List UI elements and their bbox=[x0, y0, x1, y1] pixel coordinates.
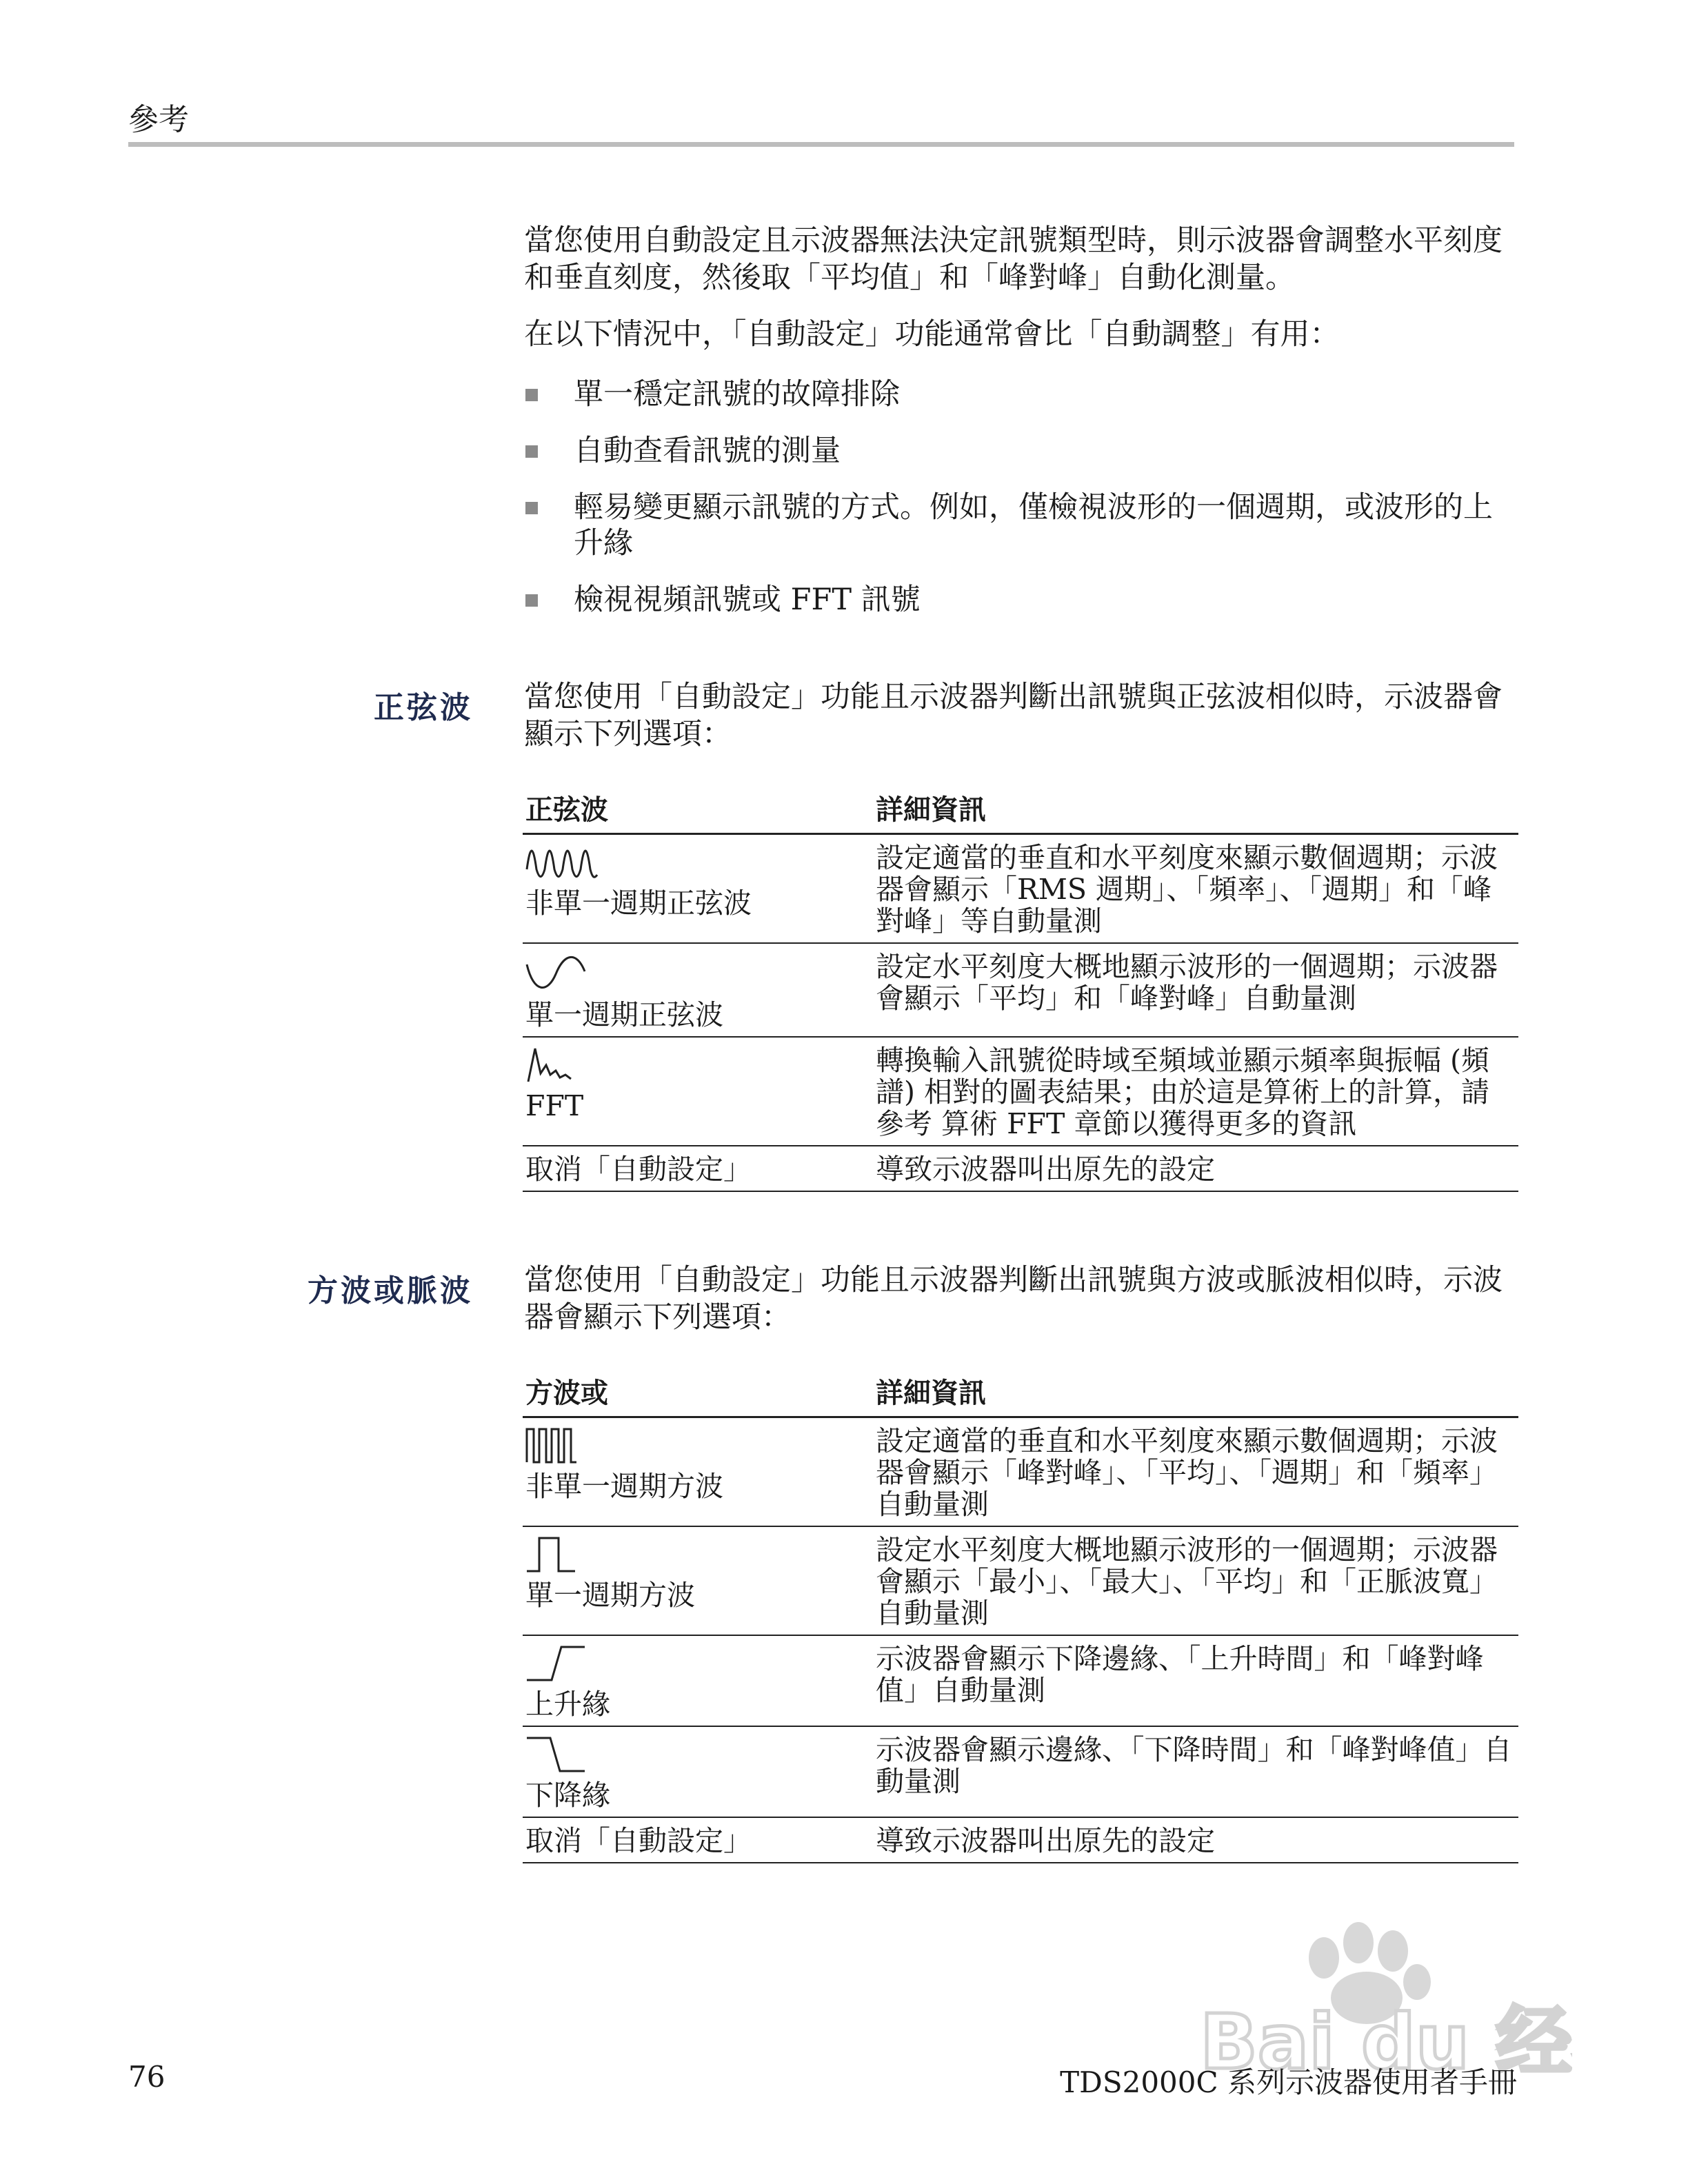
table-header-row bbox=[523, 794, 1518, 834]
option-detail: 設定水平刻度大概地顯示波形的一個週期；示波器會顯示「平均」和「峰對峰」自動量測 bbox=[873, 943, 1518, 1037]
table-row bbox=[523, 943, 1518, 1037]
option-detail: 設定適當的垂直和水平刻度來顯示數個週期；示波器會顯示「峰對峰」、「平均」、「週期」和「頻率」自動量測 bbox=[873, 1417, 1518, 1527]
option-label: FFT bbox=[525, 1089, 584, 1122]
multi-cycle-sine-icon bbox=[525, 842, 870, 882]
option-label: 上升緣 bbox=[525, 1688, 610, 1721]
fft-spectrum-icon bbox=[525, 1044, 870, 1084]
option-cell bbox=[523, 1526, 873, 1635]
option-detail: 設定水平刻度大概地顯示波形的一個週期；示波器會顯示「最小」、「最大」、「平均」和「正脈波寬」自動量測 bbox=[873, 1526, 1518, 1635]
option-detail: 示波器會顯示下降邊緣、「上升時間」和「峰對峰值」自動量測 bbox=[873, 1635, 1518, 1726]
option-cell bbox=[523, 1726, 873, 1817]
option-label: 下降緣 bbox=[525, 1779, 610, 1812]
table-row bbox=[523, 1817, 1518, 1863]
bullet-item: 檢視視頻訊號或 FFT 訊號 bbox=[524, 582, 1517, 618]
bullet-item: 單一穩定訊號的故障排除 bbox=[524, 376, 1517, 412]
option-label: 非單一週期方波 bbox=[525, 1470, 723, 1503]
page-header-label: 參考 bbox=[128, 102, 189, 137]
option-cell bbox=[523, 1037, 873, 1146]
rising-edge-icon bbox=[525, 1643, 870, 1683]
option-detail: 設定適當的垂直和水平刻度來顯示數個週期；示波器會顯示「RMS 週期」、「頻率」、「週期」和「峰對峰」等自動量測 bbox=[873, 834, 1518, 944]
table-row bbox=[523, 1146, 1518, 1191]
intro-paragraph-2: 在以下情況中，「自動設定」功能通常會比「自動調整」有用： bbox=[524, 317, 1340, 352]
table-row bbox=[523, 1635, 1518, 1726]
table-header-row bbox=[523, 1377, 1518, 1417]
option-detail: 轉換輸入訊號從時域至頻域並顯示頻率與振幅 (頻譜) 相對的圖表結果；由於這是算術上的計算，請參考 算術 FFT 章節以獲得更多的資訊 bbox=[873, 1037, 1518, 1146]
option-cell bbox=[523, 1635, 873, 1726]
falling-edge-icon bbox=[525, 1734, 870, 1774]
table-header-cell: 正弦波 bbox=[523, 794, 873, 834]
option-label: 取消「自動設定」 bbox=[523, 1146, 873, 1191]
page-number: 76 bbox=[128, 2060, 165, 2094]
header-rule bbox=[128, 142, 1514, 147]
option-label: 取消「自動設定」 bbox=[523, 1817, 873, 1863]
square-section-heading: 方波或脈波 bbox=[308, 1273, 473, 1308]
sine-section-text: 當您使用「自動設定」功能且示波器判斷出訊號與正弦波相似時，示波器會顯示下列選項： bbox=[524, 680, 1503, 751]
option-label: 非單一週期正弦波 bbox=[525, 887, 752, 920]
intro-paragraph-1: 當您使用自動設定且示波器無法決定訊號類型時，則示波器會調整水平刻度和垂直刻度，然後取「平均值」和「峰對峰」自動化測量。 bbox=[524, 223, 1503, 295]
svg-text:Bai du 经验: Bai du 经 bbox=[1200, 1998, 1572, 2086]
option-label: 單一週期方波 bbox=[525, 1579, 695, 1612]
option-cell bbox=[523, 1417, 873, 1527]
square-section-text: 當您使用「自動設定」功能且示波器判斷出訊號與方波或脈波相似時，示波器會顯示下列選項： bbox=[524, 1263, 1503, 1335]
bullet-item: 輕易變更顯示訊號的方式。例如，僅檢視波形的一個週期，或波形的上升緣 bbox=[524, 489, 1517, 561]
single-cycle-sine-icon bbox=[525, 951, 870, 993]
table-header-cell: 詳細資訊 bbox=[873, 794, 1518, 834]
manual-title: TDS2000C 系列示波器使用者手冊 bbox=[1060, 2065, 1517, 2099]
table-row bbox=[523, 1417, 1518, 1527]
bullet-item: 自動查看訊號的測量 bbox=[524, 433, 1517, 469]
option-label: 單一週期正弦波 bbox=[525, 998, 723, 1031]
sine-options-table bbox=[523, 794, 1518, 1192]
square-options-table bbox=[523, 1377, 1518, 1863]
option-detail: 示波器會顯示邊緣、「下降時間」和「峰對峰值」自動量測 bbox=[873, 1726, 1518, 1817]
table-header-cell: 詳細資訊 bbox=[873, 1377, 1518, 1417]
table-row bbox=[523, 1037, 1518, 1146]
intro-bullet-list bbox=[524, 376, 1517, 618]
table-row bbox=[523, 1726, 1518, 1817]
single-cycle-square-icon bbox=[525, 1534, 870, 1574]
table-header-cell: 方波或 bbox=[523, 1377, 873, 1417]
option-cell bbox=[523, 834, 873, 944]
sine-section-heading: 正弦波 bbox=[374, 690, 473, 725]
table-row bbox=[523, 1526, 1518, 1635]
option-cell bbox=[523, 943, 873, 1037]
option-detail: 導致示波器叫出原先的設定 bbox=[873, 1817, 1518, 1863]
option-detail: 導致示波器叫出原先的設定 bbox=[873, 1146, 1518, 1191]
multi-cycle-square-icon bbox=[525, 1425, 870, 1465]
table-row bbox=[523, 834, 1518, 944]
